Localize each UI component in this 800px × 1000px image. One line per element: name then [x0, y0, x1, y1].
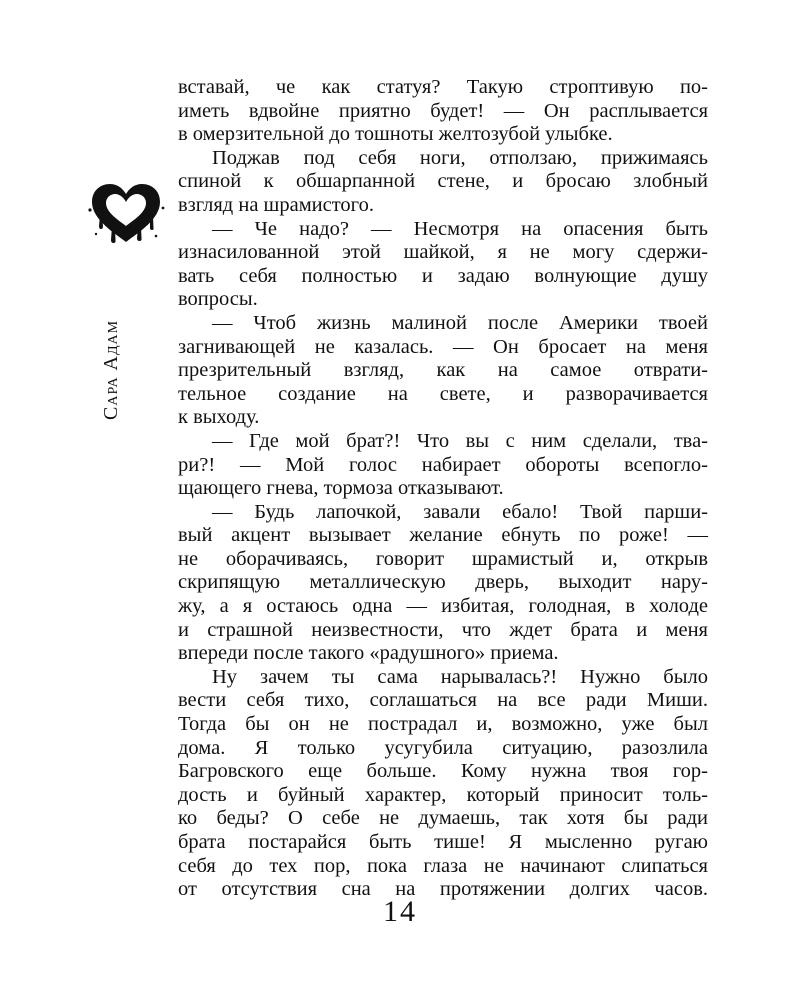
author-name: Сара Адам	[100, 319, 122, 420]
text-line: щающего гнева, тормоза отказывают.	[178, 477, 504, 500]
text-line: не оборачиваясь, говорит шрамистый и, открыв	[178, 547, 708, 570]
text-line: вый акцент вызывает желание ебнуть по роже! —	[178, 524, 708, 547]
text-line: к выходу.	[178, 406, 260, 429]
text-line: спиной к обшарпанной стене, и бросаю злобный	[178, 170, 708, 193]
text-line: дость и буйный характер, который приносит толь-	[178, 783, 708, 806]
text-line: скрипящую металлическую дверь, выходит нару-	[178, 571, 708, 594]
running-header	[86, 180, 166, 420]
text-line: вать себя полностью и задаю волнующие душу	[178, 264, 708, 287]
text-line: Тогда бы он не пострадал и, возможно, уже был	[178, 713, 708, 736]
text-line: дома. Я только усугубила ситуацию, разозлила	[178, 736, 708, 759]
text-line: вести себя тихо, соглашаться на все ради Миши.	[178, 689, 708, 712]
text-line: себя до тех пор, пока глаза не начинают слипаться	[178, 854, 708, 877]
page-number: 14	[383, 895, 417, 928]
text-line: — Где мой брат?! Что вы с ним сделали, тва-	[212, 429, 708, 452]
text-line: Багровского еще больше. Кому нужна твоя гор-	[178, 760, 708, 783]
text-line: и страшной неизвестности, что ждет брата и меня	[178, 618, 708, 641]
text-line: — Будь лапочкой, завали ебало! Твой парши-	[212, 500, 708, 523]
text-line: в омерзительной до тошноты желтозубой улыбке.	[178, 123, 613, 146]
text-line: презрительный взгляд, как на самое отврати-	[178, 359, 708, 382]
text-line: Поджав под себя ноги, отползаю, прижимаясь	[212, 146, 708, 169]
text-line: загнивающей не казалась. — Он бросает на меня	[178, 335, 708, 358]
text-line: изнасилованной этой шайкой, я не могу сдержи-	[178, 241, 708, 264]
text-line: вставай, че как статуя? Такую строптивую по-	[178, 76, 708, 98]
dripping-heart-icon	[86, 180, 166, 250]
body-text	[178, 76, 708, 902]
text-line: взгляд на шрамистого.	[178, 193, 374, 216]
text-line: ко беды? О себе не думаешь, так хотя бы ради	[178, 807, 708, 830]
text-line: Ну зачем ты сама нарывалась?! Нужно было	[212, 665, 708, 688]
text-line: брата постарайся быть тише! Я мысленно ругаю	[178, 831, 708, 853]
text-line: тельное создание на свете, и разворачивается	[178, 382, 708, 405]
text-line: — Чтоб жизнь малиной после Америки твоей	[212, 311, 708, 334]
text-line: вопросы.	[178, 288, 258, 311]
text-line: иметь вдвойне приятно будет! — Он расплывается	[178, 99, 708, 122]
text-line: — Че надо? — Несмотря на опасения быть	[212, 217, 708, 240]
text-line: впереди после такого «радушного» приема.	[178, 642, 559, 665]
text-line: ри?! — Мой голос набирает обороты всепогло-	[178, 453, 708, 476]
text-line: жу, а я остаюсь одна — избитая, голодная, в холоде	[178, 595, 708, 618]
text-line: от отсутствия сна на протяжении долгих часов.	[178, 878, 708, 901]
